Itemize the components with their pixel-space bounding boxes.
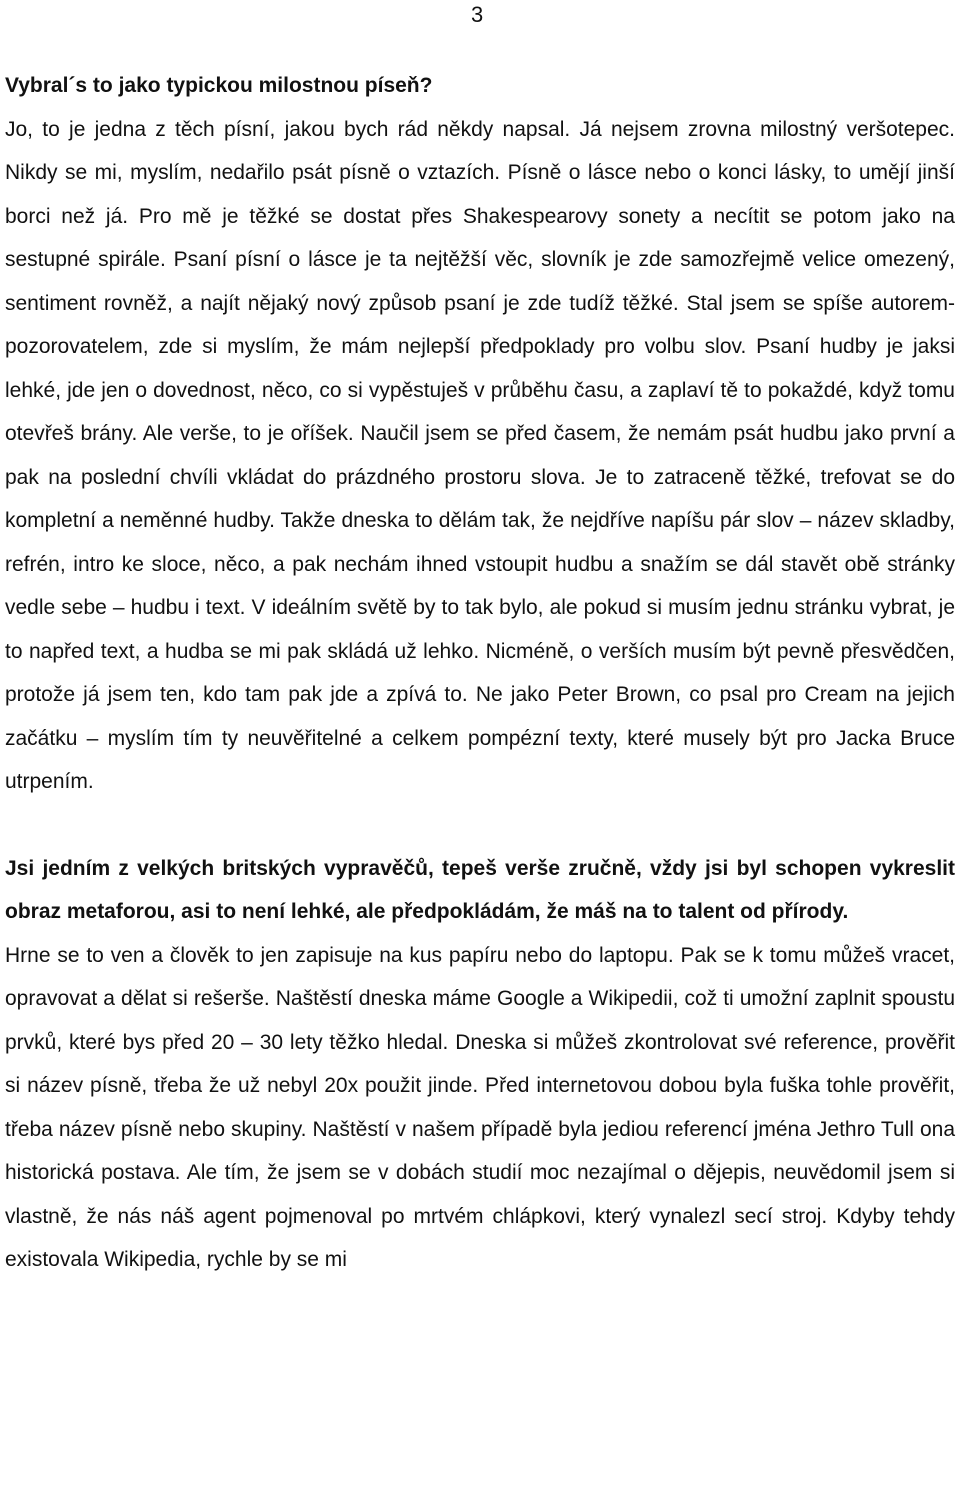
interview-content — [5, 64, 955, 1282]
section-spacer — [5, 804, 955, 847]
page-number: 3 — [471, 2, 484, 27]
interview-answer: Jo, to je jedna z těch písní, jakou bych rád někdy napsal. Já nejsem zrovna milostný veršotepec. Nikdy se mi, myslím, nedařilo psát písně o vztazích. Písně o lásce nebo o konci lásky, to umějí jinší borci než já. Pro mě je těžké se dostat přes Shakespearovy sonety a necítit se potom jako na sestupné spirále. Psaní písní o lásce je ta nejtěžší věc, slovník je zde samozřejmě velice omezený, sentiment rovněž, a najít nějaký nový způsob psaní je zde tudíž těžké. Stal jsem se spíše autorem-pozorovatelem, zde si myslím, že mám nejlepší předpoklady pro volbu slov. Psaní hudby je jaksi lehké, jde jen o dovednost, něco, co si vypěstuješ v průběhu času, a zaplaví tě to pokaždé, když tomu otevřeš brány. Ale verše, to je oříšek. Naučil jsem se před časem, že nemám psát hudbu jako první a pak na poslední chvíli vkládat do prázdného prostoru slova. Je to zatraceně těžké, trefovat se do kompletní a neměnné hudby. Takže dneska to dělám tak, že nejdříve napíšu pár slov – název skladby, refrén, intro ke sloce, něco, a pak nechám ihned vstoupit hudbu a snažím se dál stavět obě stránky vedle sebe – hudbu i text. V ideálním světě by to tak bylo, ale pokud si musím jednu stránku vybrat, je to napřed text, a hudba se mi pak skládá už lehko. Nicméně, o verších musím být pevně přesvědčen, protože já jsem ten, kdo tam pak jde a zpívá to. Ne jako Peter Brown, co psal pro Cream na jejich začátku – myslím tím ty neuvěřitelné a celkem pompézní texty, které musely být pro Jacka Bruce utrpením. — [5, 117, 955, 793]
interview-answer: Hrne se to ven a člověk to jen zapisuje na kus papíru nebo do laptopu. Pak se k tomu můžeš vracet, opravovat a dělat si rešerše. Naštěstí dneska máme Google a Wikipedii, což ti umožní zaplnit spoustu prvků, které bys před 20 – 30 lety těžko hledal. Dneska si můžeš zkontrolovat své reference, prověřit si název písně, třeba že už nebyl 20x použit jinde. Před internetovou dobou byla fuška tohle prověřit, třeba název písně nebo skupiny. Naštěstí v našem případě byla jediou referencí jména Jethro Tull ona historická postava. Ale tím, že jsem se v dobách studií moc nezajímal o dějepis, neuvědomil jsem si vlastně, že nás náš agent pojmenoval po mrtvém chlápkovi, který vynalezl secí stroj. Kdyby tehdy existovala Wikipedia, rychle by se mi — [5, 943, 955, 1271]
interview-question: Vybral´s to jako typickou milostnou píseň? — [5, 74, 433, 97]
interview-question: Jsi jedním z velkých britských vypravěčů, tepeš verše zručně, vždy jsi byl schopen vykreslit obraz metaforou, asi to není lehké, ale předpokládám, že máš na to talent od přírody. — [5, 856, 955, 923]
